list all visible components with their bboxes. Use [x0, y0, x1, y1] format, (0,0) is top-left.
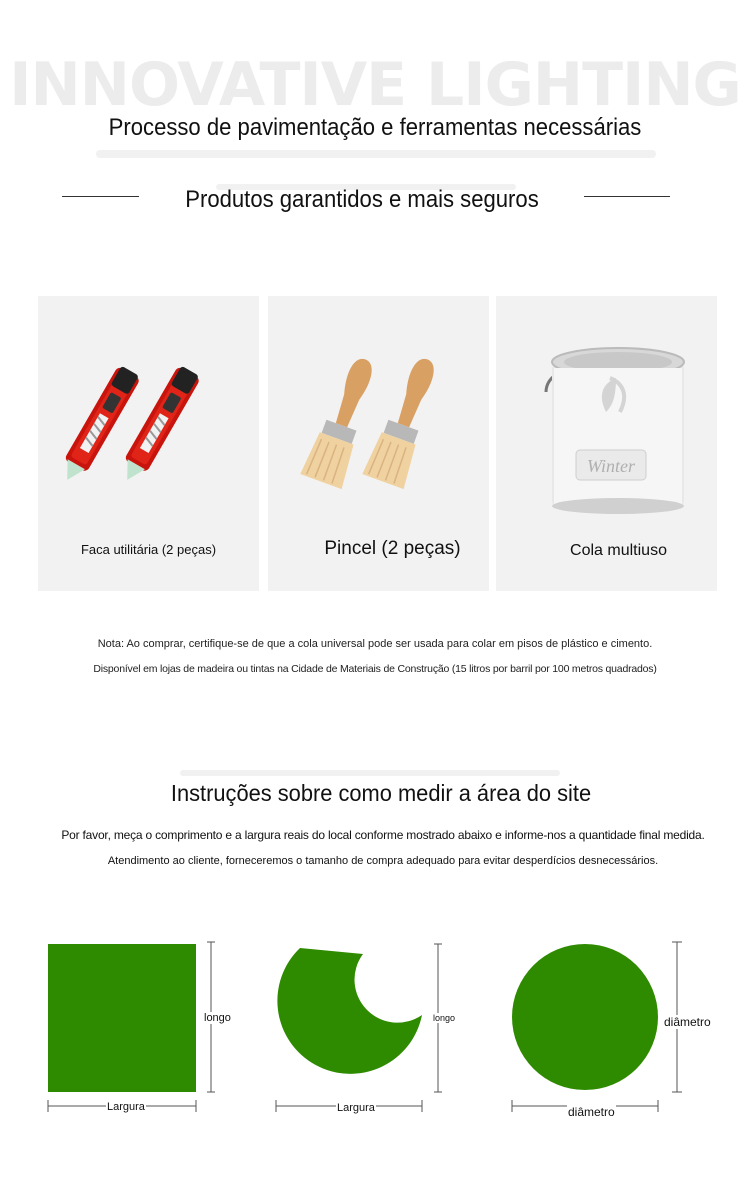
paint-brush-icon: [268, 356, 489, 536]
page-title: Processo de pavimentação e ferramentas necessárias: [108, 114, 642, 141]
paint-can-icon: [496, 342, 717, 522]
square-shape: [48, 944, 196, 1092]
diameter-label: diâmetro: [568, 1105, 615, 1119]
can-brand: Winter: [587, 456, 635, 476]
section-subtitle: Produtos garantidos e mais seguros: [185, 186, 539, 213]
instructions-title: Instruções sobre como medir a área do site: [170, 780, 592, 806]
utility-knife-icon: [38, 346, 259, 526]
diameter-label: diâmetro: [664, 1015, 711, 1029]
tool-card-knife: [38, 296, 259, 591]
height-label: longo: [204, 1012, 231, 1024]
width-label: Largura: [107, 1101, 145, 1113]
instructions-text: Atendimento ao cliente, forneceremos o tamanho de compra adequado para evitar desperdícios desnecessários.: [107, 855, 659, 867]
watermark-text: INNOVATIVE LIGHTING: [9, 50, 741, 120]
faint-text-line: [96, 150, 656, 158]
measurement-diagram: [0, 930, 750, 1130]
faint-text-line: [180, 770, 560, 776]
tool-card-brush: [268, 296, 489, 591]
instructions-text: Por favor, meça o comprimento e a largura reais do local conforme mostrado abaixo e informe-nos a quantidade final medida.: [61, 828, 705, 842]
cutout-shape: [277, 948, 422, 1074]
note-line: Disponível em lojas de madeira ou tintas na Cidade de Materiais de Construção (15 litros por barril por 100 metros quadrados): [93, 663, 657, 675]
tool-label: Pincel (2 peças): [324, 538, 461, 559]
tool-card-glue: [496, 296, 717, 591]
height-label: longo: [433, 1013, 456, 1023]
note-line: Nota: Ao comprar, certifique-se de que a cola universal pode ser usada para colar em pisos de plástico e cimento.: [97, 638, 653, 650]
tool-label: Faca utilitária (2 peças): [80, 542, 217, 557]
tool-label: Cola multiuso: [570, 542, 667, 559]
width-label: Largura: [337, 1102, 375, 1114]
circle-shape: [512, 944, 658, 1090]
